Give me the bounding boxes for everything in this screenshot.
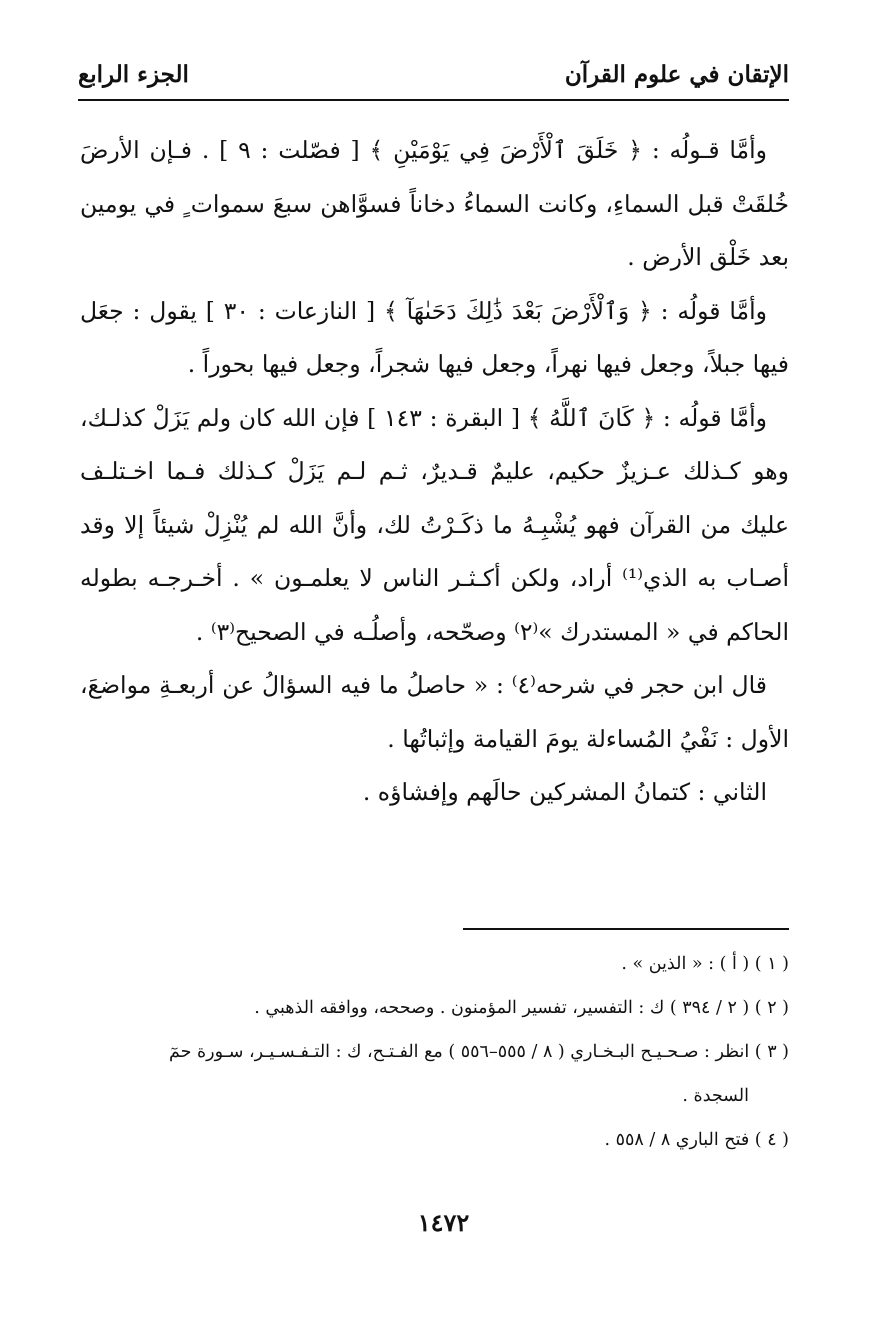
book-title: الإتقان في علوم القرآن: [564, 60, 789, 88]
footnote-separator: [463, 928, 789, 930]
footnotes: [80, 942, 789, 1162]
paragraph-2: وأمَّا قولُه : ﴿ وَٱلْأَرْضَ بَعْدَ ذَٰلِكَ دَحَىٰهَآ ﴾ [ النازعات : ٣٠ ] يقول : جعَل فيها جبلاً، وجعل فيها نهراً، وجعل فيها شجراً، وجعل فيها بحوراً .: [80, 296, 789, 378]
footnote-3: ( ٣ ) انظر : صـحـيـح البـخـاري ( ٨ / ٥٥٥–٥٥٦ ) مع الفـتـح، ك : التـفـسـيـر، سـورة حمٓ: [168, 1042, 789, 1062]
paragraph-4: قال ابن حجر في شرحه⁽٤⁾ : « حاصلُ ما فيه السؤالُ عن أربعـةِ مواضعَ، الأول : نَفْيُ المُساءلة يومَ القيامة وإثباتُها .: [80, 671, 789, 753]
footnote-1: ( ١ ) ( أ ) : « الذين » .: [621, 954, 789, 974]
paragraph-1: وأمَّا قـولُه : ﴿ خَلَقَ ٱلْأَرْضَ فِي يَوْمَيْنِ ﴾ [ فصّلت : ٩ ] . فـإن الأرضَ خُلقَتْ قبل السماءِ، وكانت السماءُ دخاناً فسوَّاهن سبعَ سموات ٍ في يومين بعد خَلْق الأرض .: [80, 136, 789, 271]
paragraph-5: الثاني : كتمانُ المشركين حالَهم وإفشاؤه .: [362, 778, 767, 806]
page-number: ١٤٧٢: [417, 1208, 470, 1237]
volume-label: الجزء الرابع: [78, 60, 189, 88]
footnote-4: ( ٤ ) فتح الباري ٨ / ٥٥٨ .: [604, 1130, 789, 1150]
body-text: [80, 124, 789, 820]
footnote-2: ( ٢ ) ( ٢ / ٣٩٤ ) ك : التفسير، تفسير المؤمنون . وصححه، ووافقه الذهبي .: [254, 998, 789, 1018]
paragraph-3: وأمَّا قولُه : ﴿ كَانَ ٱللَّهُ ﴾ [ البقرة : ١٤٣ ] فإن الله كان ولم يَزَلْ كذلـك، وهو كـذلك عـزيزٌ حكيم، عليمٌ قـديرٌ، ثـم لـم يَزَلْ كـذلك فـما اخـتلـف عليك من القرآن فهو يُشْبِـهُ ما ذكَـرْتُ لك، وأنَّ الله لم يُنْزِلْ شيئاً إلا وقد أصـاب به الذي⁽¹⁾ أراد، ولكن أكـثـر الناس لا يعلمـون » . أخـرجـه بطوله الحاكم في « المستدرك »⁽٢⁾ وصحّحه، وأصلُـه في الصحيح⁽٣⁾ .: [80, 403, 789, 646]
footnote-3-continuation: السجدة .: [682, 1086, 749, 1106]
running-header: [78, 52, 789, 96]
header-rule: [78, 99, 789, 101]
